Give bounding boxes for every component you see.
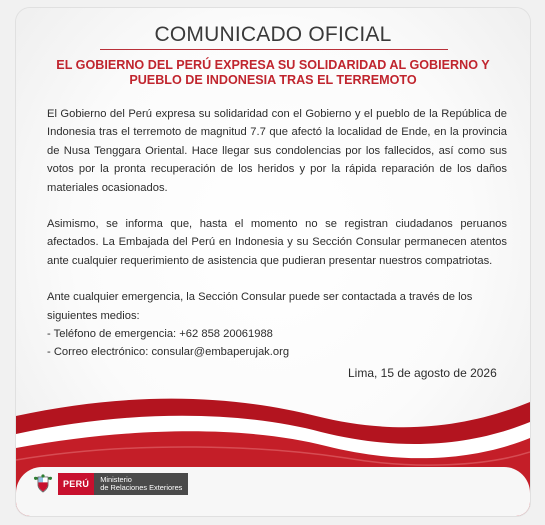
date-line: Lima, 15 de agosto de 2026: [348, 366, 497, 380]
ministry-logo: [32, 470, 188, 498]
paragraph-status: Asimismo, se informa que, hasta el momento no se registran ciudadanos peruanos afectados. La Embajada del Perú en Indonesia y su Sección Consular permanecen atentos ante cualquier requerimiento de asistencia que pudieran presentar nuestros compatriotas.: [47, 218, 507, 267]
paragraph-contact-intro: Ante cualquier emergencia, la Sección Consular puede ser contactada a través de los siguientes medios:: [47, 291, 473, 322]
contact-phone: - Teléfono de emergencia: +62 858 20061988: [47, 328, 273, 341]
ministry-name: [94, 473, 188, 495]
communique-card: [16, 8, 530, 516]
page-title: COMUNICADO OFICIAL: [154, 23, 392, 46]
ministry-line-2: de Relaciones Exteriores: [100, 483, 183, 492]
brand-peru: PERÚ: [58, 473, 94, 495]
contact-section: [47, 288, 507, 362]
paragraph-solidarity: El Gobierno del Perú expresa su solidaridad con el Gobierno y el pueblo de la República de Indonesia tras el terremoto de magnitud 7.7 que afectó la localidad de Ende, en la provincia de Nusa Tenggara Oriental. Hace llegar sus condolencias por los fallecidos, así como sus votos por la pronta recuperación de los heridos y por la rápida reparación de los daños materiales ocasionados.: [47, 108, 507, 194]
headline: EL GOBIERNO DEL PERÚ EXPRESA SU SOLIDARIDAD AL GOBIERNO Y PUEBLO DE INDONESIA TRAS EL TERREMOTO: [56, 58, 490, 87]
title-divider: [100, 49, 448, 50]
ministry-line-1: Ministerio: [100, 474, 132, 484]
contact-email: - Correo electrónico: consular@embaperujak.org: [47, 346, 290, 359]
coat-of-arms-icon: [32, 473, 54, 495]
communique-body: [47, 105, 507, 362]
